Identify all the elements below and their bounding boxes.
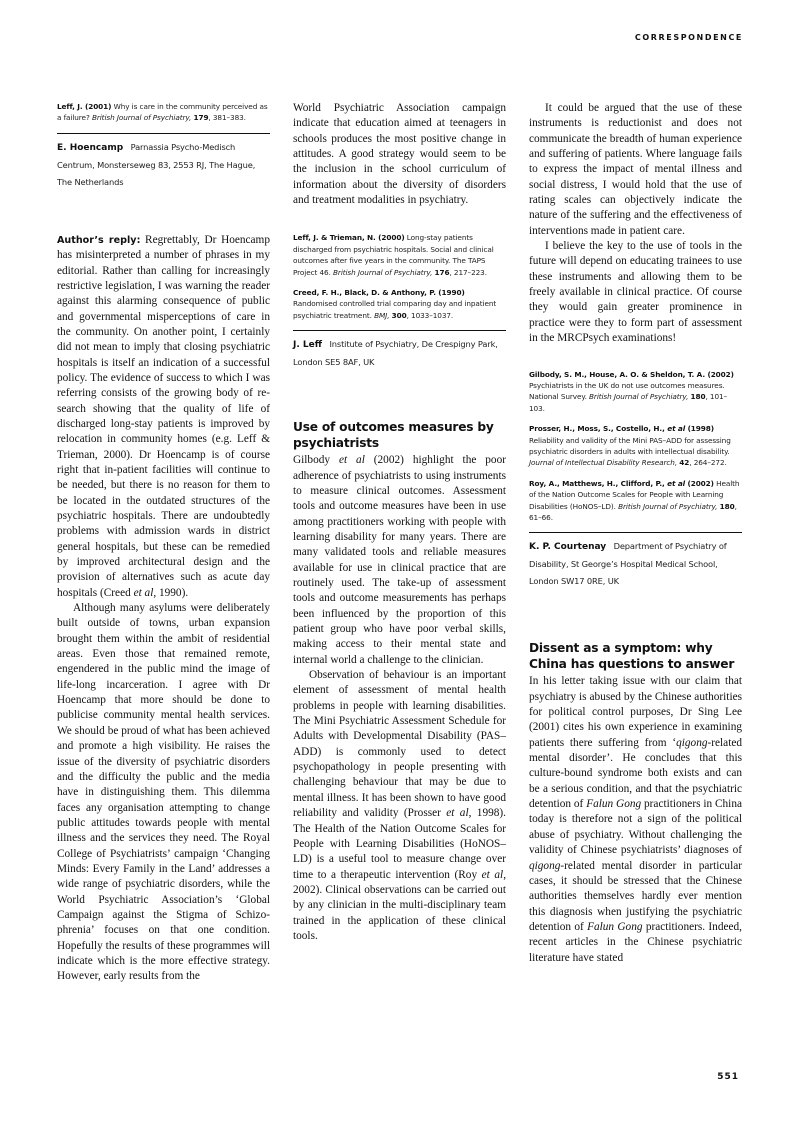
reference-title: Health of the Nation Outcome Scales for People with Learning Disabilities (HoNOS–LD).: [529, 478, 740, 511]
outcomes-paragraph-3: It could be argued that the use of these instruments is reductionist and does not communicate the breadth of human experience and suffering of patients. Where language fails to express the impact of mental illness and social distress, I would hold that the use of rating scales can objectively indicate the nature of the suffering and the effectiveness of interventions made in patient care.: [529, 102, 742, 237]
signature-name: K. P. Courtenay: [529, 542, 607, 553]
paragraph-text: , 1998). The Health of the Nation Outcome Scales for People with Learning Disabilities (HoNOS–LD) is a useful tool to measure change over time to a therapeutic intervention (Roy: [293, 807, 506, 881]
running-head: CORRESPONDENCE: [634, 33, 743, 42]
dissent-paragraph-1: [529, 674, 742, 966]
author-reply-continued: World Psychiatric Association campaign indicate that education aimed at teenagers in schools produces the most positive change in attitudes. A good strategy would seem to be the inclusion in the school curriculum of information about the diversity of disorders and treatment modalities in psychiatry.: [293, 102, 506, 207]
column-1: [57, 101, 270, 985]
paragraph-text: , 2002). Clinical observations can be carried out by any clinician in the multi-disciplinary team trained in the application of these clinical tools.: [293, 868, 507, 942]
reference-authors: Prosser, H., Moss, S., Costello, H.,: [529, 424, 668, 434]
et-al: et al: [481, 868, 504, 881]
outcomes-paragraph-4: I believe the key to the use of tools in the future will depend on educating trainees to use these instruments and allowing them to be freely available in clinical practice. Of course they would gain greater prominence in practice were they to form part of assessment in the MRCPsych examinations!: [529, 240, 742, 345]
author-reply-lead: Author’s reply:: [57, 234, 141, 246]
author-reply-paragraph-1: [57, 233, 270, 601]
signature-hoencamp: [57, 139, 270, 191]
paragraph-text: Regrettably, Dr Hoencamp has misinterpreted a number of phrases in my editorial. Rather than calling for increasingly restrictive legislation, I was warning the reader against this alarming consequence of public and governmental misperceptions of care in the community. On another point, I certainly did not mean to imply that closing psychiatric hospitals is itself an indication of a successful policy. The evidence of success to which I was referring consists of the growing body of research showing that the quality of life of discharged long-stay patients is improved by relocation in community homes (e.g. Leff & Trieman, 2000). Dr Hoencamp is of course right that in-patient facilities will continue to be needed, but there is no reason for them to be located in the outdated structures of the psychiatric hospitals. There are undoubtedly problems with admission wards in district general hospitals, but these can be remedied by improved architectural design and the provision of alternatives such as acute day hospitals (Creed: [57, 233, 270, 599]
signature-divider: [57, 133, 270, 134]
reference-pages: , 1033–1037.: [406, 310, 454, 320]
reference-authors: Leff, J. (2001): [57, 102, 112, 111]
reference-volume: 180: [690, 392, 706, 402]
page-number: 551: [717, 1072, 739, 1082]
section-title-outcomes-measures: Use of outcomes measures by psychiatrists: [293, 420, 494, 451]
signature-courtenay: [529, 538, 742, 590]
outcomes-paragraph-1: [293, 453, 506, 668]
reference-year: (1998): [685, 424, 714, 434]
author-reply-paragraph-2: Although many asylums were deliberately built outside of towns, urban expansion brought them within the ambit of residential areas. Even those that remained remote, engendered in the public mind the image of life-long incarceration. I agree with Dr Hoencamp that more should be done to publicise community mental health services. We should be proud of what has been achieved and promote a high visibility. He raises the issue of the diversity of psychiatric disorders and the difficulty the public and the media have in distinguishing them. This dilemma faces any organisation attempting to change public attitudes towards people with mental illness and the services they need. The Royal College of Psychiatrists’ campaign ‘Changing Minds: Every Family in the Land’ addresses a wide range of psychiatric disorders, while the World Psychiatric Association’s ‘Global Campaign against the Stigma of Schizophrenia’ focuses on that one condition. Hopefully the results of these programmes will indicate which is the more effective strategy. However, early results from the: [57, 602, 270, 983]
reference-year: (2002): [685, 478, 714, 488]
reference-title: Psychiatrists in the UK do not use outcomes measures. National Survey.: [529, 380, 725, 402]
reference-journal: BMJ,: [374, 310, 390, 320]
reference-pages: , 264–272.: [689, 458, 727, 468]
et-al: et al: [338, 454, 365, 467]
signature-name: E. Hoencamp: [57, 142, 124, 153]
qigong-term: qigong: [676, 736, 708, 749]
falun-gong-term: Falun Gong: [587, 920, 643, 933]
reference-authors: Leff, J. & Trieman, N. (2000): [293, 233, 405, 243]
reference-prosser-1998: [529, 423, 742, 469]
column-3: [529, 101, 742, 966]
signature-divider: [293, 330, 506, 331]
reference-title: Reliability and validity of the Mini PAS–ADD for assessing psychiatric disorders in adults with intellectual disability.: [529, 435, 731, 456]
reference-volume: 180: [719, 501, 735, 511]
reference-title: Randomised controlled trial comparing day and inpatient psychiatric treatment.: [293, 299, 497, 320]
paragraph-text: practitioners. Indeed, recent articles in the Chinese psychiatric literature have stated: [529, 920, 742, 964]
signature-address: Department of Psychiatry of: [613, 541, 727, 552]
et-al: et al: [667, 478, 686, 488]
reference-pages: , 217–223.: [449, 267, 487, 277]
reference-title: Long-stay patients discharged from psychiatric hospitals. Social and clinical outcomes after five years in the community. The TAPS Project 46.: [293, 233, 494, 277]
column-2: [293, 101, 506, 944]
reference-authors: Creed, F. H., Black, D. & Anthony, P. (1990): [293, 288, 465, 298]
reference-volume: 179: [193, 113, 209, 123]
reference-gilbody-2002: [529, 369, 742, 415]
reference-journal: British Journal of Psychiatry,: [589, 392, 689, 402]
et-al: et al: [667, 424, 686, 434]
paragraph-text: -related mental disorder’. He concludes that this culture-bound syndrome both exists and can be a serious condition, and that the psychiatric detention of: [529, 736, 742, 811]
reference-pages: , 101–103.: [529, 392, 728, 413]
paragraph-text: (2002) highlight the poor adherence of psychiatrists to using instruments to measure clinical outcomes. Assessment tools and outcome measures have been in use among practitioners working with people with learning disability for many years. There are many validated tools and reliable measures available for use in clinical practice that are routinely used. The take-up of assessment tools and outcome measurements has perhaps been influenced by the proportion of this patient group who have poor verbal skills, making access to their mental state and internal world a challenge to the clinician.: [293, 454, 506, 666]
reference-authors: Gilbody, S. M., House, A. O. & Sheldon, T. A. (2002): [529, 369, 734, 379]
signature-address: The Netherlands: [57, 176, 124, 187]
reference-journal: British Journal of Psychiatry,: [618, 501, 718, 511]
paragraph-text: Gilbody: [293, 454, 339, 467]
paragraph-text: In his letter taking issue with our claim that psychiatry is abused by the Chinese authorities for political control purposes, Dr Sing Lee (2001) cites his own experience in examining patients there suffering from ‘: [529, 675, 742, 749]
paragraph-text: Observation of behaviour is an important element of assessment of mental health problems in people with learning disabilities. The Mini Psychiatric Assessment Schedule for Adults with Developmental Disability (PAS–ADD) is commonly used to detect psychopathology in people presenting with challenging behaviour that may be due to mental illness. It has been shown to have good reliability and validity (Prosser: [293, 669, 506, 820]
signature-address: Parnassia Psycho-Medisch: [130, 141, 236, 152]
et-al: et al: [446, 807, 469, 820]
reference-title: Why is care in the community perceived as a failure?: [57, 102, 268, 123]
reference-volume: 300: [391, 310, 407, 320]
qigong-term: qigong: [529, 859, 561, 872]
signature-name: J. Leff: [293, 340, 323, 351]
reference-pages: , 381–383.: [208, 113, 246, 123]
reference-roy-2002: [529, 478, 742, 524]
reference-leff-trieman-2000: [293, 232, 506, 278]
reference-authors: Roy, A., Matthews, H., Clifford, P.,: [529, 478, 668, 488]
signature-address: London SW17 0RE, UK: [529, 576, 619, 587]
signature-address: London SE5 8AF, UK: [293, 357, 375, 368]
signature-address: Centrum, Monsterseweg 83, 2553 RJ, The Hague,: [57, 159, 256, 170]
reference-volume: 42: [679, 458, 690, 468]
signature-divider: [529, 532, 742, 533]
reference-creed-1990: [293, 287, 506, 321]
reference-pages: , 61–66.: [529, 501, 737, 522]
outcomes-paragraph-2: [293, 668, 506, 944]
paragraph-text: practitioners in China today is therefore not a sign of the political abuse of psychiatry. Without challenging the validity of Chinese psychiatrists’ diagnoses of: [529, 798, 742, 857]
signature-leff: [293, 336, 506, 371]
paragraph-text: -related mental disorder in particular cases, it should be stressed that the Chinese authorities themselves hardly ever mention this diagnosis when justifying the psychiatric detention of: [529, 859, 742, 933]
reference-journal: British Journal of Psychiatry,: [333, 267, 433, 277]
section-title-dissent-china: Dissent as a symptom: why China has questions to answer: [529, 641, 735, 672]
reference-journal: Journal of Intellectual Disability Research,: [529, 458, 678, 468]
reference-journal: British Journal of Psychiatry,: [91, 113, 192, 123]
falun-gong-term: Falun Gong: [586, 798, 642, 811]
signature-address: Institute of Psychiatry, De Crespigny Park,: [329, 339, 498, 350]
reference-leff-2001: [57, 101, 270, 124]
paragraph-text: , 1990).: [153, 586, 189, 599]
signature-address: Disability, St George’s Hospital Medical School,: [529, 559, 718, 570]
et-al: et al: [133, 586, 154, 599]
reference-volume: 176: [434, 267, 450, 277]
